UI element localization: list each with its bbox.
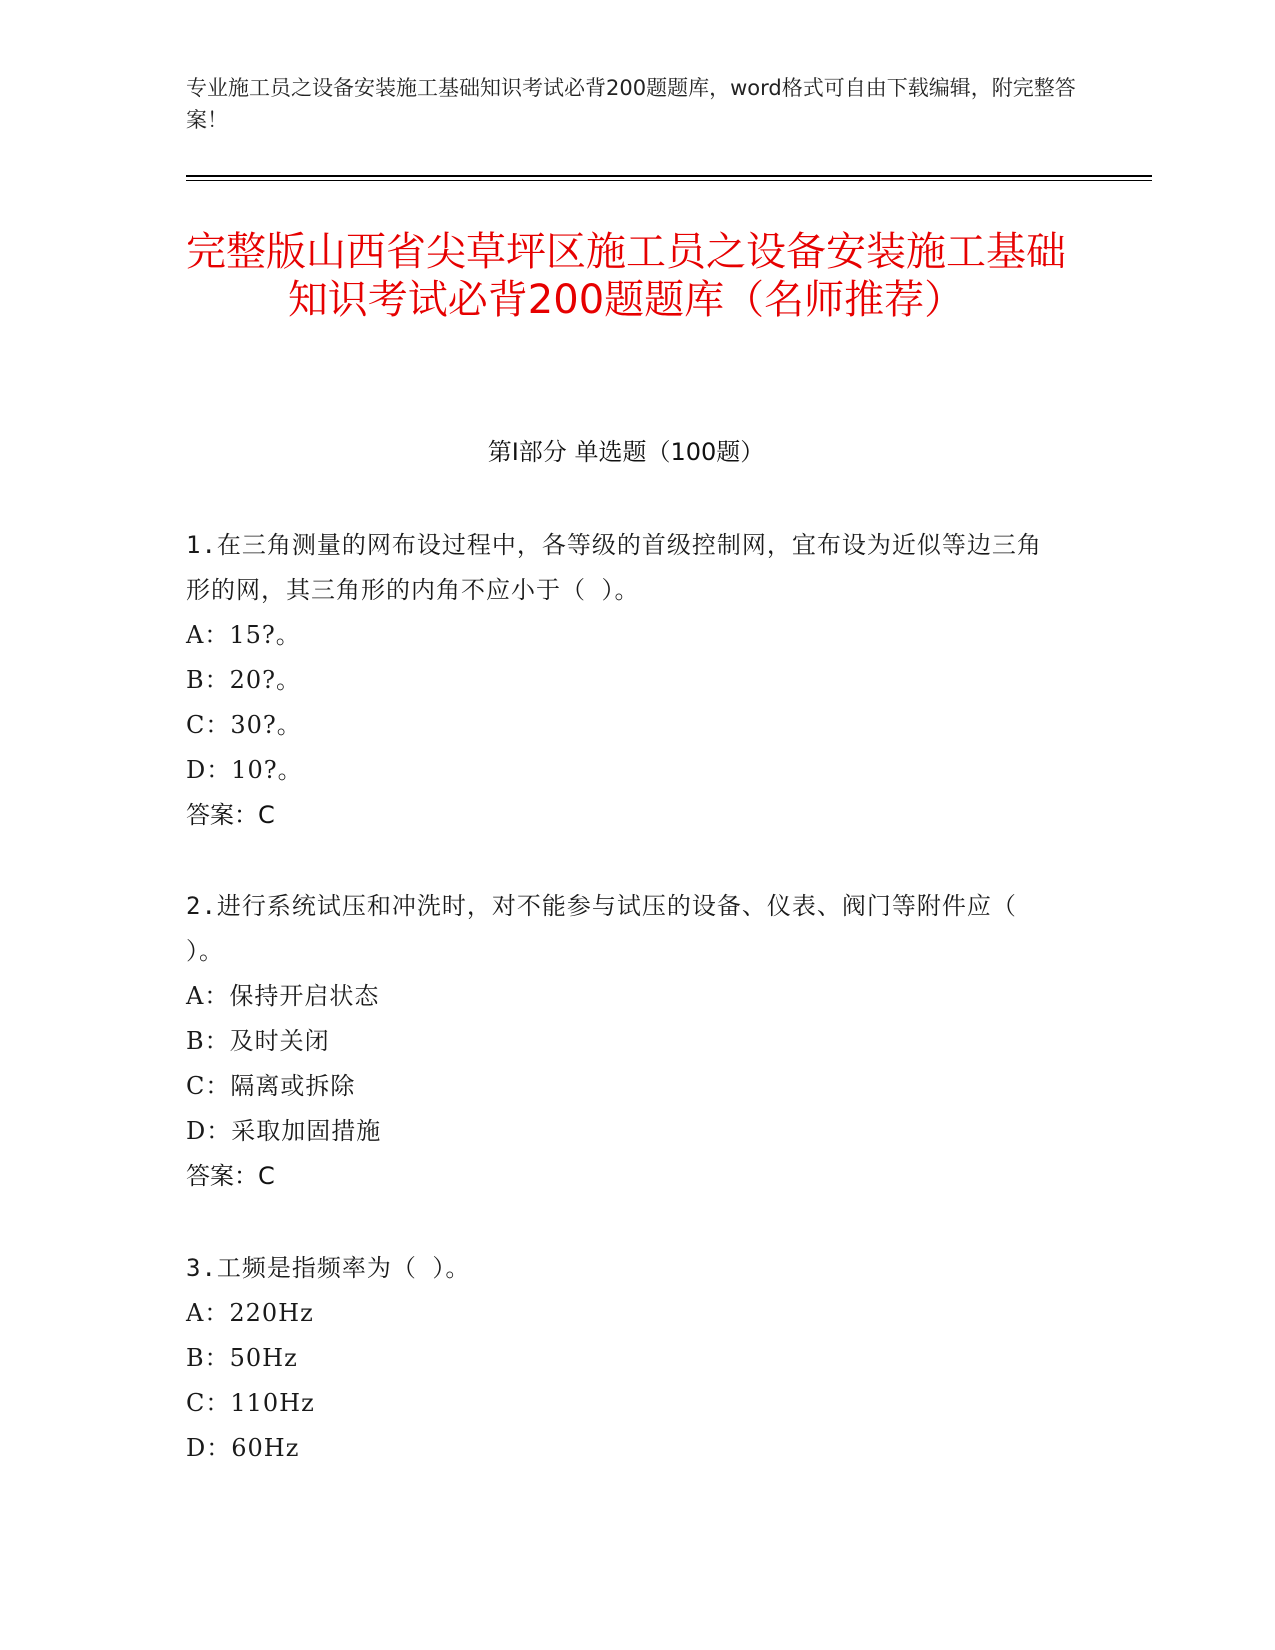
- option-d: D：采取加固措施: [186, 1117, 382, 1145]
- option-c: C：隔离或拆除: [186, 1072, 356, 1100]
- option-a: A：保持开启状态: [186, 982, 380, 1010]
- option-b: B：及时关闭: [186, 1027, 330, 1055]
- question-stem: 2.进行系统试压和冲洗时，对不能参与试压的设备、仪表、阀门等附件应（ ）。: [186, 892, 1017, 965]
- header-divider: [186, 175, 1152, 177]
- option-d: D：10?。: [186, 756, 303, 784]
- question-1: [186, 523, 1066, 838]
- option-d: D：60Hz: [186, 1434, 300, 1462]
- header-note: 专业施工员之设备安装施工基础知识考试必背200题题库，word格式可自由下载编辑，附完整答案！: [186, 76, 1076, 132]
- question-3: [186, 1246, 1066, 1471]
- answer: 答案：C: [186, 1162, 275, 1190]
- option-b: B：20?。: [186, 666, 302, 694]
- header-divider-thin: [186, 180, 1152, 181]
- document-title: 完整版山西省尖草坪区施工员之设备安装施工基础知识考试必背200题题库（名师推荐）: [186, 229, 1066, 323]
- answer: 答案：C: [186, 801, 275, 829]
- option-a: A：220Hz: [186, 1299, 314, 1327]
- section-heading: 第Ⅰ部分 单选题（100题）: [487, 438, 765, 466]
- option-a: A：15?。: [186, 621, 301, 649]
- option-c: C：30?。: [186, 711, 302, 739]
- option-c: C：110Hz: [186, 1389, 315, 1417]
- question-stem: 1.在三角测量的网布设过程中，各等级的首级控制网，宜布设为近似等边三角形的网，其三角形的内角不应小于（ ）。: [186, 531, 1042, 604]
- question-stem: 3.工频是指频率为（ ）。: [186, 1254, 471, 1282]
- option-b: B：50Hz: [186, 1344, 298, 1372]
- question-2: [186, 884, 1066, 1199]
